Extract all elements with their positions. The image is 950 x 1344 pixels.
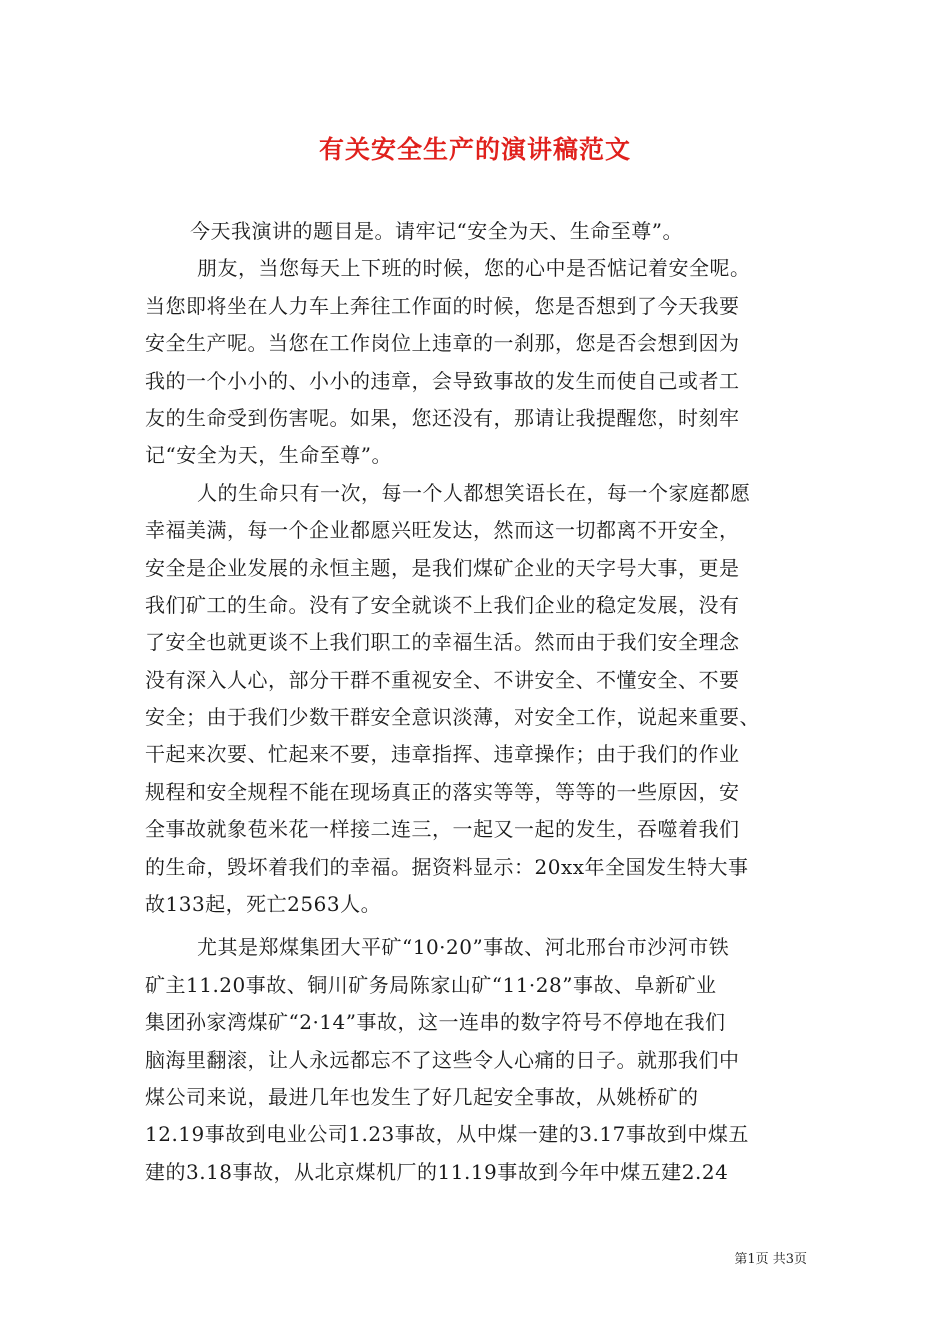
paragraph-1-line: 今天我演讲的题目是。请牢记“安全为天、生命至尊”。 — [190, 219, 683, 243]
document-title: 有关安全生产的演讲稿范文 — [318, 135, 631, 164]
document-body — [145, 213, 825, 1191]
paragraph-3-line: 规程和安全规程不能在现场真正的落实等等，等等的一些原因，安 — [145, 779, 740, 804]
paragraph-4-line: 建的3.18事故，从北京煤机厂的11.19事故到今年中煤五建2.24 — [145, 1159, 729, 1184]
paragraph-3-line: 我们矿工的生命。没有了安全就谈不上我们企业的稳定发展，没有 — [145, 592, 740, 617]
paragraph-4-line: 12.19事故到电业公司1.23事故，从中煤一建的3.17事故到中煤五 — [145, 1122, 749, 1147]
page-number-footer: 第1页 共3页 — [734, 1252, 807, 1267]
paragraph-3-line: 全事故就象苞米花一样接二连三，一起又一起的发生，吞噬着我们 — [145, 817, 740, 842]
paragraph-3-line: 了安全也就更谈不上我们职工的幸福生活。然而由于我们安全理念 — [145, 630, 740, 655]
paragraph-3-line: 幸福美满，每一个企业都愿兴旺发达，然而这一切都离不开安全， — [145, 518, 740, 543]
paragraph-4-line: 尤其是郑煤集团大平矿“10·20”事故、河北邢台市沙河市铁 — [197, 935, 730, 960]
paragraph-4-line: 矿主11.20事故、铜川矿务局陈家山矿“11·28”事故、阜新矿业 — [145, 972, 717, 997]
paragraph-2-line: 记“安全为天，生命至尊”。 — [145, 443, 392, 468]
paragraph-2-line: 我的一个小小的、小小的违章，会导致事故的发生而使自己或者工 — [145, 368, 740, 393]
paragraph-3-line: 人的生命只有一次，每一个人都想笑语长在，每一个家庭都愿 — [197, 480, 751, 505]
paragraph-4-line: 煤公司来说，最进几年也发生了好几起安全事故，从姚桥矿的 — [145, 1084, 699, 1109]
paragraph-2-line: 安全生产呢。当您在工作岗位上违章的一刹那，您是否会想到因为 — [145, 331, 740, 356]
paragraph-3-line: 干起来次要、忙起来不要，违章指挥、违章操作；由于我们的作业 — [145, 742, 740, 767]
paragraph-3-line: 的生命，毁坏着我们的幸福。据资料显示：20xx年全国发生特大事 — [145, 854, 749, 879]
paragraph-3-line: 没有深入人心，部分干群不重视安全、不讲安全、不懂安全、不要 — [145, 667, 740, 692]
paragraph-4-line: 集团孙家湾煤矿“2·14”事故，这一连串的数字符号不停地在我们 — [145, 1010, 726, 1035]
paragraph-3-line: 故133起，死亡2563人。 — [145, 892, 382, 917]
paragraph-2-line: 朋友，当您每天上下班的时候，您的心中是否惦记着安全呢。 — [197, 256, 751, 281]
paragraph-3-line: 安全；由于我们少数干群安全意识淡薄，对安全工作，说起来重要、 — [145, 705, 760, 730]
paragraph-3-line: 安全是企业发展的永恒主题，是我们煤矿企业的天字号大事，更是 — [145, 555, 740, 580]
paragraph-4-line: 脑海里翻滚，让人永远都忘不了这些令人心痛的日子。就那我们中 — [145, 1047, 740, 1072]
paragraph-2-line: 当您即将坐在人力车上奔往工作面的时候，您是否想到了今天我要 — [145, 293, 740, 318]
paragraph-2-line: 友的生命受到伤害呢。如果，您还没有，那请让我提醒您，时刻牢 — [145, 405, 740, 430]
